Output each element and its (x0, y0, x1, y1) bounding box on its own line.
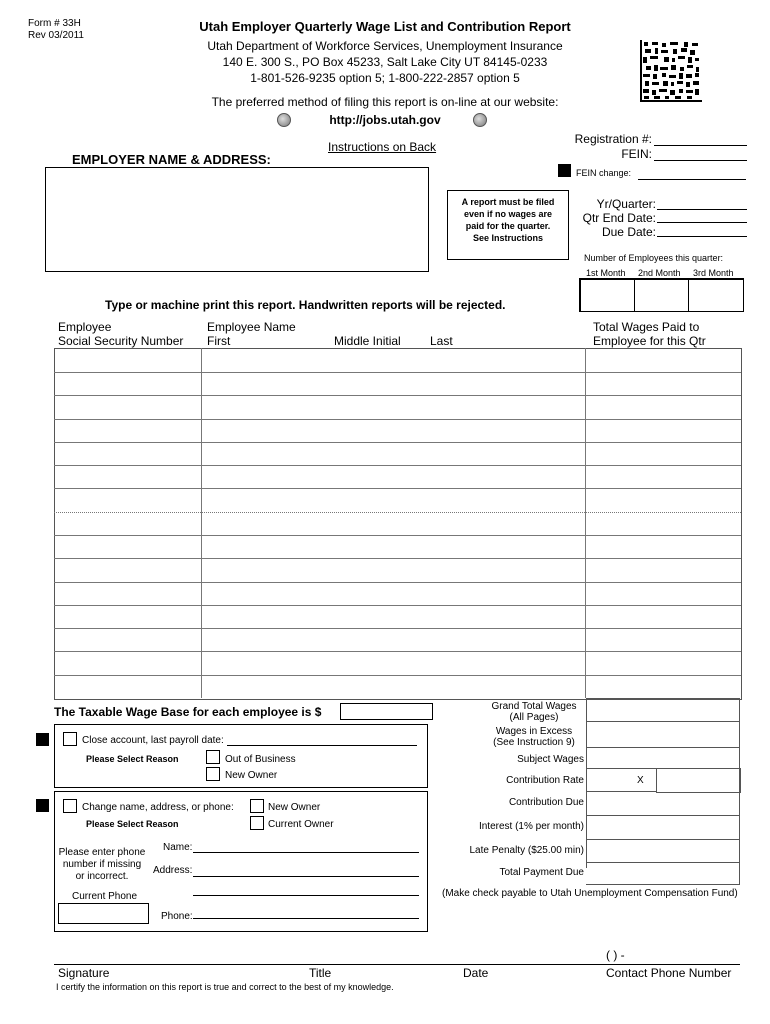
late-penalty-label: Late Penalty ($25.00 min) (469, 845, 584, 856)
date-label: Date (463, 966, 489, 980)
instructions-link[interactable]: Instructions on Back (328, 140, 437, 154)
change-address-field[interactable] (193, 876, 419, 877)
close-new-owner-label: New Owner (225, 770, 278, 781)
phone-format-hint: ( ) - (606, 948, 625, 962)
month2-label: 2nd Month (638, 268, 681, 278)
notice-line: even if no wages are (463, 209, 553, 219)
last-payroll-date-field[interactable] (227, 745, 417, 746)
month2-count-field[interactable] (634, 279, 689, 312)
total-wages-header: Total Wages Paid to (593, 320, 700, 334)
yr-quarter-field[interactable] (657, 209, 747, 210)
print-notice: Type or machine print this report. Handwritten reports will be rejected. (105, 298, 506, 312)
preferred-method: The preferred method of filing this report is on-line at our website: (211, 95, 559, 109)
fein-change-field[interactable] (638, 179, 746, 180)
globe-icon (277, 113, 291, 127)
contribution-due-label: Contribution Due (508, 797, 584, 808)
grand-total-label: (All Pages) (509, 712, 559, 723)
month3-label: 3rd Month (693, 268, 734, 278)
change-reason-label: Please Select Reason (86, 819, 179, 829)
change-new-owner-checkbox[interactable] (250, 799, 264, 813)
total-payment-label: Total Payment Due (499, 867, 584, 878)
current-owner-checkbox[interactable] (250, 816, 264, 830)
interest-label: Interest (1% per month) (478, 821, 584, 832)
out-of-business-checkbox[interactable] (206, 750, 220, 764)
payable-note: (Make check payable to Utah Unemployment Compensation Fund) (442, 888, 738, 899)
close-account-label: Close account, last payroll date: (82, 735, 224, 746)
close-account-checkbox[interactable] (63, 732, 77, 746)
signature-line[interactable] (54, 964, 740, 965)
taxable-wage-base-label: The Taxable Wage Base for each employee is $ (54, 705, 322, 719)
middle-initial-header: Middle Initial (334, 334, 401, 348)
month1-count-field[interactable] (580, 279, 635, 312)
contribution-rate-label: Contribution Rate (506, 775, 584, 786)
wages-excess-label: Wages in Excess (495, 726, 573, 737)
first-name-header: First (207, 334, 231, 348)
ssn-header: Employee (58, 320, 112, 334)
change-info-label: Change name, address, or phone: (82, 802, 234, 813)
change-marker (36, 799, 49, 812)
employee-name-header: Employee Name (207, 320, 296, 334)
grand-total-label: Grand Total Wages (491, 701, 577, 712)
notice-line: A report must be filed (461, 197, 555, 207)
qtr-end-date-label: Qtr End Date: (582, 211, 656, 225)
form-revision: Rev 03/2011 (28, 30, 84, 41)
month1-label: 1st Month (586, 268, 626, 278)
rate-multiplier: X (637, 775, 644, 786)
change-info-checkbox[interactable] (63, 799, 77, 813)
notice-line: See Instructions (472, 233, 544, 243)
close-new-owner-checkbox[interactable] (206, 767, 220, 781)
change-name-label: Name: (163, 842, 193, 853)
change-new-owner-label: New Owner (268, 802, 321, 813)
title-label: Title (309, 966, 332, 980)
registration-label: Registration #: (574, 132, 652, 146)
change-name-field[interactable] (193, 852, 419, 853)
month3-count-field[interactable] (688, 279, 744, 312)
fein-change-marker (558, 164, 571, 177)
enter-phone-note: number if missing (62, 859, 142, 870)
due-date-field[interactable] (657, 236, 747, 237)
new-phone-label: Phone: (161, 911, 193, 922)
fein-field[interactable] (654, 160, 747, 161)
fein-change-label: FEIN change: (576, 168, 632, 178)
taxable-wage-base-field[interactable] (340, 703, 433, 720)
yr-quarter-label: Yr/Quarter: (596, 197, 656, 211)
change-address-label: Address: (153, 865, 193, 876)
website-link[interactable]: http://jobs.utah.gov (329, 113, 441, 127)
current-phone-field[interactable] (58, 903, 149, 924)
close-reason-label: Please Select Reason (86, 754, 179, 764)
notice-line: paid for the quarter. (465, 221, 551, 231)
globe-icon (473, 113, 487, 127)
last-name-header: Last (430, 334, 453, 348)
department-phone: 1-801-526-9235 option 5; 1-800-222-2857 option 5 (250, 71, 520, 85)
out-of-business-label: Out of Business (225, 754, 296, 765)
subject-wages-label: Subject Wages (517, 754, 584, 765)
wages-excess-label: (See Instruction 9) (493, 737, 575, 748)
qtr-end-date-field[interactable] (657, 222, 747, 223)
form-title: Utah Employer Quarterly Wage List and Contribution Report (199, 19, 571, 34)
form-number: Form # 33H (28, 18, 81, 29)
new-phone-field[interactable] (193, 918, 419, 919)
barcode-icon (640, 40, 702, 102)
current-phone-label: Current Phone (72, 891, 138, 902)
current-owner-label: Current Owner (268, 819, 334, 830)
department-address: 140 E. 300 S., PO Box 45233, Salt Lake City UT 84145-0233 (222, 55, 548, 69)
certification-statement: I certify the information on this report is true and correct to the best of my knowledge. (56, 982, 394, 992)
fein-label: FEIN: (621, 147, 652, 161)
registration-field[interactable] (654, 145, 747, 146)
contact-phone-label: Contact Phone Number (606, 966, 732, 980)
employee-count-label: Number of Employees this quarter: (584, 253, 724, 263)
employer-address-box[interactable] (45, 167, 429, 272)
due-date-label: Due Date: (601, 225, 656, 239)
department-line: Utah Department of Workforce Services, Unemployment Insurance (207, 39, 563, 53)
ssn-header: Social Security Number (58, 334, 184, 348)
enter-phone-note: Please enter phone (58, 847, 146, 858)
total-wages-header: Employee for this Qtr (593, 334, 706, 348)
employer-name-label: EMPLOYER NAME & ADDRESS: (72, 152, 271, 167)
change-address-field-2[interactable] (193, 895, 419, 896)
enter-phone-note: or incorrect. (75, 871, 129, 882)
close-account-marker (36, 733, 49, 746)
signature-label: Signature (58, 966, 110, 980)
